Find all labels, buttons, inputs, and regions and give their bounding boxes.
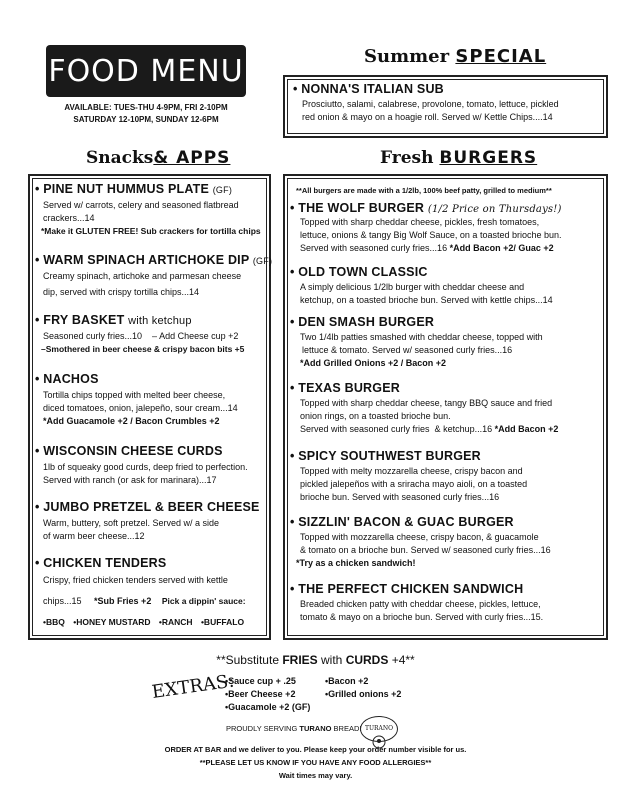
gf-tag: (GF) [252, 256, 273, 266]
extra-option: •Bacon +2 [325, 676, 369, 686]
desc-line: of warm beer cheese...12 [43, 531, 145, 541]
desc-line: Breaded chicken patty with cheddar cheese, pickles, lettuce, [300, 599, 541, 609]
sauce-prompt: Pick a dippin' sauce: [161, 596, 246, 606]
desc-line: 1lb of squeaky good curds, deep fried to perfection. [43, 462, 248, 472]
hours-line-1: AVAILABLE: TUES-THU 4-9PM, FRI 2-10PM [64, 103, 228, 112]
bread-pre: PROUDLY SERVING [226, 724, 300, 733]
fries-word: FRIES [282, 653, 318, 667]
item-name: • SIZZLIN' BACON & GUAC BURGER [290, 515, 514, 529]
desc-line: Creamy spinach, artichoke and parmesan cheese [43, 271, 242, 281]
desc-line: Topped with sharp cheddar cheese, tangy BBQ sauce and fried [300, 398, 553, 408]
desc-line: Two 1/4lb patties smashed with cheddar cheese, topped with [300, 332, 543, 342]
desc-line: Topped with melty mozzarella cheese, crispy bacon and [300, 466, 523, 476]
snack-item-cheese-curds [35, 444, 248, 487]
order-instructions: ORDER AT BAR and we deliver to you. Please keep your order number visible for us. [164, 745, 467, 754]
sauce-option: •HONEY MUSTARD [73, 617, 151, 627]
item-subtitle: with ketchup [128, 315, 192, 327]
snack-item-chicken-tenders [35, 556, 246, 629]
desc-line: lettuce, onions & tangy Big Wolf Sauce, on a toasted brioche bun. [300, 230, 562, 240]
burger-item-den-smash [290, 315, 543, 370]
desc-note: *Make it GLUTEN FREE! Sub crackers for tortilla chips [41, 226, 261, 236]
fresh-word: Fresh [380, 148, 434, 168]
burger-item-bacon-guac [290, 515, 551, 570]
turano-logo-text: TURANO [364, 725, 394, 732]
summer-item-line1: Prosciutto, salami, calabrese, provolone, tomato, lettuce, pickled [302, 99, 559, 109]
desc-line: brioche bun. Served with seasoned curly fries...16 [300, 492, 500, 502]
substitute-post: +4** [388, 653, 415, 667]
gf-tag: (GF) [212, 185, 233, 195]
desc-line: lettuce & tomato. Served w/ seasoned curly fries...16 [302, 345, 513, 355]
snack-item-hummus [35, 182, 261, 238]
apps-word: & APPS [153, 148, 231, 168]
sauce-list [43, 616, 246, 629]
desc-line: diced tomatoes, onion, jalepeño, sour cream...14 [43, 403, 238, 413]
desc-note: *Add Guacamole +2 / Bacon Crumbles +2 [43, 416, 220, 426]
hours-line-2: SATURDAY 12-10PM, SUNDAY 12-6PM [73, 115, 219, 124]
desc-line: & tomato on a brioche bun. Served w/ seasoned curly fries...16 [300, 545, 551, 555]
desc-line: ketchup, on a toasted brioche bun. Served with kettle chips...14 [300, 295, 553, 305]
burger-item-southwest [290, 449, 527, 504]
desc-text: Served with seasoned curly fries...16 [300, 243, 448, 253]
extra-option: •Sauce cup + .25 [225, 676, 296, 686]
desc-line: Seasoned curly fries...10 – Add Cheese cup +2 [43, 331, 239, 341]
desc-line: Topped with sharp cheddar cheese, pickles, fresh tomatoes, [300, 217, 540, 227]
desc-text: Served with seasoned curly fries & ketchup...16 [300, 424, 493, 434]
item-name: • WISCONSIN CHEESE CURDS [35, 444, 223, 458]
item-name: • PINE NUT HUMMUS PLATE [35, 182, 210, 196]
item-name: • JUMBO PRETZEL & BEER CHEESE [35, 500, 260, 514]
summer-special-heading [364, 46, 546, 67]
extra-option: •Guacamole +2 (GF) [225, 702, 311, 712]
substitute-pre: **Substitute [216, 653, 283, 667]
snacks-word: Snacks [86, 148, 154, 168]
burger-item-wolf [290, 201, 562, 255]
desc-line: Topped with mozzarella cheese, crispy bacon, & guacamole [300, 532, 539, 542]
wait-times-note: Wait times may vary. [278, 771, 353, 780]
snack-item-nachos [35, 372, 238, 428]
desc-line: onion rings, on a toasted brioche bun. [300, 411, 451, 421]
extras-label: EXTRAS: [150, 670, 236, 703]
add-on-note: *Add Bacon +2/ Guac +2 [449, 243, 554, 253]
substitute-mid: with [317, 653, 346, 667]
summer-item-name: • NONNA'S ITALIAN SUB [293, 82, 444, 96]
item-name: • NACHOS [35, 372, 99, 386]
burger-item-texas [290, 381, 558, 436]
desc-note: *Try as a chicken sandwich! [296, 558, 416, 568]
burgers-word: BURGERS [439, 148, 538, 168]
desc-line: Tortilla chips topped with melted beer cheese, [43, 390, 226, 400]
item-name: • WARM SPINACH ARTICHOKE DIP [35, 253, 250, 267]
add-on-note: *Add Bacon +2 [494, 424, 559, 434]
special-word: SPECIAL [455, 46, 547, 67]
item-name: • TEXAS BURGER [290, 381, 400, 395]
substitute-line [0, 653, 631, 667]
desc-line: Crispy, fried chicken tenders served with kettle [43, 575, 228, 585]
desc-line: tomato & mayo on a brioche bun. Served with curly fries...15. [300, 612, 544, 622]
thursday-note: (1/2 Price on Thursdays!) [427, 204, 562, 215]
extra-option: •Beer Cheese +2 [225, 689, 296, 699]
sub-fries-note: *Sub Fries +2 [94, 596, 152, 606]
item-name: • DEN SMASH BURGER [290, 315, 435, 329]
turano-logo [360, 716, 398, 742]
desc-line [300, 242, 562, 255]
burger-item-old-town [290, 265, 553, 307]
sauce-option: •BBQ [43, 617, 65, 627]
desc-line: crackers...14 [43, 213, 95, 223]
snack-item-spinach-dip [35, 253, 272, 299]
burgers-heading [380, 148, 537, 168]
desc-line: Warm, buttery, soft pretzel. Served w/ a side [43, 518, 220, 528]
desc-note: –Smothered in beer cheese & crispy bacon bits +5 [41, 344, 245, 354]
bread-post: BREAD! [331, 724, 362, 733]
snack-item-pretzel [35, 500, 260, 543]
snacks-heading [86, 148, 230, 168]
item-name: • CHICKEN TENDERS [35, 556, 167, 570]
item-name: • FRY BASKET [35, 313, 125, 327]
sauce-option: •RANCH [158, 617, 193, 627]
desc-line: pickled jalepeños with a sriracha mayo aioli, on a toasted [300, 479, 528, 489]
item-name: • OLD TOWN CLASSIC [290, 265, 428, 279]
desc-line [43, 595, 246, 608]
item-name: • THE WOLF BURGER [290, 201, 425, 215]
snack-item-fry-basket [35, 313, 244, 356]
summer-item [293, 82, 559, 124]
item-name: • SPICY SOUTHWEST BURGER [290, 449, 481, 463]
sauce-option: •BUFFALO [200, 617, 245, 627]
burgers-intro: **All burgers are made with a 1/2lb, 100% beef patty, grilled to medium** [296, 186, 552, 195]
menu-title: FOOD MENU [46, 45, 246, 97]
desc-line: dip, served with crispy tortilla chips...14 [43, 287, 200, 297]
summer-item-line2: red onion & mayo on a hoagie roll. Served w/ Kettle Chips....14 [302, 112, 553, 122]
item-name: • THE PERFECT CHICKEN SANDWICH [290, 582, 524, 596]
summer-word: Summer [364, 46, 450, 67]
price-text: chips...15 [43, 596, 82, 606]
desc-line [300, 423, 558, 436]
bread-brand: TURANO [299, 724, 332, 733]
extra-option: •Grilled onions +2 [325, 689, 402, 699]
allergy-notice: **PLEASE LET US KNOW IF YOU HAVE ANY FOOD ALLERGIES** [199, 758, 432, 767]
bread-line [226, 724, 361, 733]
desc-note: *Add Grilled Onions +2 / Bacon +2 [300, 358, 447, 368]
curds-word: CURDS [345, 653, 389, 667]
desc-line: A simply delicious 1/2lb burger with cheddar cheese and [300, 282, 525, 292]
desc-line: Served w/ carrots, celery and seasoned flatbread [43, 200, 239, 210]
burger-item-chicken-sandwich [290, 582, 543, 624]
desc-line: Served with ranch (or ask for marinara)...17 [43, 475, 217, 485]
